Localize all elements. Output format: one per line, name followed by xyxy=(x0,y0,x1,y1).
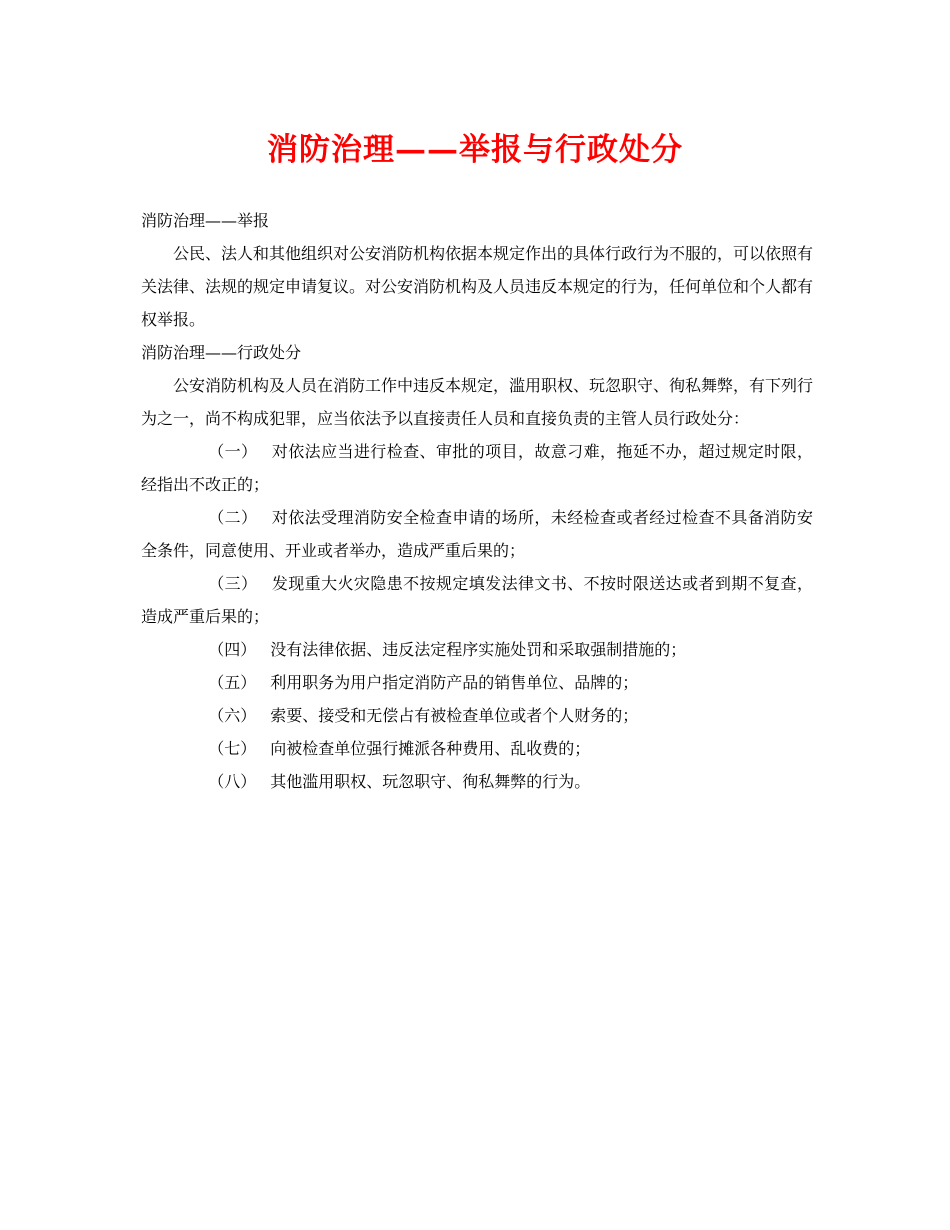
list-item xyxy=(141,699,813,732)
section-paragraph-report: 公民、法人和其他组织对公安消防机构依据本规定作出的具体行政行为不服的，可以依照有关法律、法规的规定申请复议。对公安消防机构及人员违反本规定的行为，任何单位和个人都有权举报。 xyxy=(141,244,814,329)
section-paragraph-sanction: 公安消防机构及人员在消防工作中违反本规定，滥用职权、玩忽职守、徇私舞弊，有下列行为之一，尚不构成犯罪，应当依法予以直接责任人员和直接负责的主管人员行政处分： xyxy=(141,376,814,428)
list-item xyxy=(141,666,813,699)
list-item-text: 发现重大火灾隐患不按规定填发法律文书、不按时限送达或者到期不复查，造成严重后果的； xyxy=(141,574,813,626)
section-heading-report: 消防治理——举报 xyxy=(141,211,270,230)
document-body xyxy=(141,204,813,798)
list-item xyxy=(141,732,813,765)
list-item-text: 对依法应当进行检查、审批的项目，故意刁难，拖延不办，超过规定时限，经指出不改正的； xyxy=(141,442,813,494)
list-item xyxy=(141,435,813,501)
list-item-text: 对依法受理消防安全检查申请的场所，未经检查或者经过检查不具备消防安全条件，同意使用、开业或者举办，造成严重后果的； xyxy=(141,508,813,560)
list-item-text: 没有法律依据、违反法定程序实施处罚和采取强制措施的； xyxy=(270,640,687,659)
list-item xyxy=(141,765,813,798)
list-item-number: （四） xyxy=(208,640,257,659)
list-item xyxy=(141,633,813,666)
list-item-text: 向被检查单位强行摊派各种费用、乱收费的； xyxy=(270,739,591,758)
list-item-number: （二） xyxy=(208,508,258,527)
list-item-number: （六） xyxy=(208,706,257,725)
list-item xyxy=(141,501,813,567)
list-item xyxy=(141,567,813,633)
list-item-number: （五） xyxy=(208,673,257,692)
document-title: 消防治理——举报与行政处分 xyxy=(267,132,683,168)
list-item-number: （七） xyxy=(208,739,257,758)
list-item-number: （三） xyxy=(208,574,258,593)
list-item-number: （八） xyxy=(208,772,257,791)
list-item-number: （一） xyxy=(208,442,258,461)
list-item-text: 索要、接受和无偿占有被检查单位或者个人财务的； xyxy=(270,706,639,725)
list-item-text: 利用职务为用户指定消防产品的销售单位、品牌的； xyxy=(270,673,639,692)
list-item-text: 其他滥用职权、玩忽职守、徇私舞弊的行为。 xyxy=(270,772,591,791)
section-heading-sanction: 消防治理——行政处分 xyxy=(141,343,302,362)
